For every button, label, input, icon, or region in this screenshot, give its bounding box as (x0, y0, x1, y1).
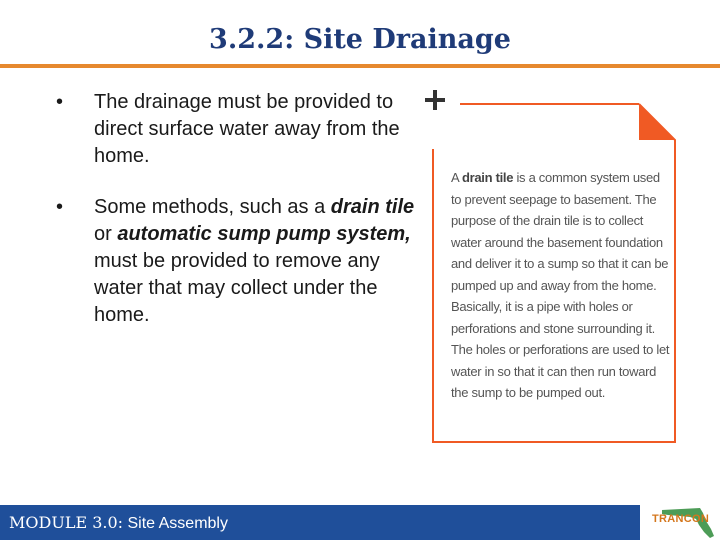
bullet-text-2 (94, 196, 414, 326)
logo-word: TRANCON (652, 513, 710, 525)
bullet-list (56, 89, 416, 353)
bullet-dot-icon: • (56, 91, 64, 113)
bullet-item-2 (56, 194, 416, 329)
bullet-item-1 (56, 89, 416, 170)
bullet-text-1: The drainage must be provided to direct surface water away from the home. (94, 91, 400, 167)
bullet-text-segment: Some methods, such as a (94, 196, 331, 218)
card-text-segment: A (451, 170, 462, 185)
slide-title: 3.2.2: Site Drainage (209, 24, 511, 55)
emphasis-drain-tile: drain tile (330, 196, 415, 218)
card-body (451, 167, 673, 404)
footer-topic: Site Assembly (123, 515, 228, 532)
bullet-text-segment: or (94, 223, 118, 245)
florida-logo (640, 505, 720, 540)
footer-module-label (9, 513, 228, 533)
title-divider (0, 64, 720, 68)
footer-bar (0, 505, 720, 540)
card-text-segment: is a common system used to prevent seepage to basement. The purpose of the drain tile is to collect water around the basement foundation and deliver it to a sump so that it can be pumped up and away from the home. Basically, it is a pipe with holes or perforations and stone surrounding it. The holes or perforations are used to let water in so that it can then run toward the sump to be pumped out. (451, 170, 670, 400)
bullet-text-segment: must be provided to remove any water that may collect under the home. (94, 250, 380, 326)
emphasis-sump-pump: automatic sump pump system, (117, 223, 411, 245)
info-card (432, 103, 676, 443)
card-bold-term: drain tile (461, 170, 514, 185)
footer-module: MODULE 3.0: (9, 513, 124, 532)
bullet-dot-icon: • (56, 196, 64, 218)
